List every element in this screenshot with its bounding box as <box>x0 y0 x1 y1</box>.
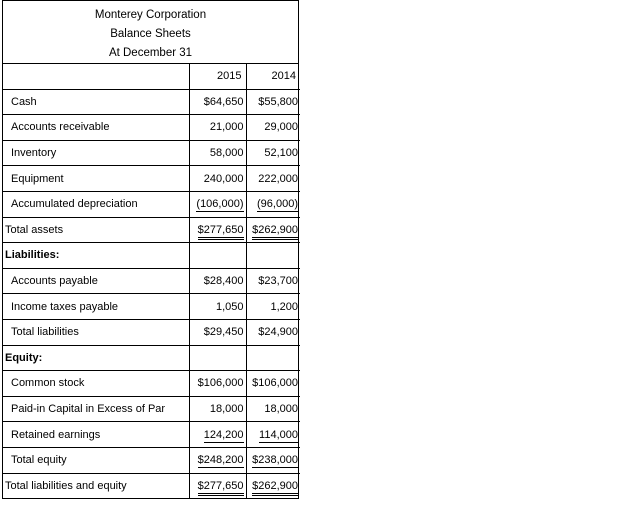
row-value-2015: $28,400 <box>189 268 246 294</box>
total-value-2015: $277,650 <box>198 224 244 240</box>
row-value-2015 <box>189 243 246 269</box>
row-value-2015: $64,650 <box>189 89 246 115</box>
row-value-2014: $23,700 <box>246 268 300 294</box>
row-label: Total equity <box>3 447 189 473</box>
statement-title: Balance Sheets <box>110 28 191 40</box>
row-label: Cash <box>3 89 189 115</box>
row-value-2015: 18,000 <box>189 396 246 422</box>
row-value-2014: $106,000 <box>246 371 300 397</box>
table-row <box>3 115 300 141</box>
row-value-2015: 1,050 <box>189 294 246 320</box>
row-value-2015: 58,000 <box>189 140 246 166</box>
year-header-row <box>3 64 300 89</box>
row-value-2014: 29,000 <box>246 115 300 141</box>
table-row <box>3 191 300 217</box>
row-value-2014: 114,000 <box>259 428 298 441</box>
section-label: Liabilities: <box>3 243 189 269</box>
table-row <box>3 422 300 448</box>
row-value-2015: 240,000 <box>189 166 246 192</box>
table-row <box>3 140 300 166</box>
table-row <box>3 447 300 473</box>
total-value-2014: $262,900 <box>252 480 298 496</box>
sheet-header <box>3 1 298 64</box>
row-value-2014 <box>246 243 300 269</box>
table-row <box>3 294 300 320</box>
section-header-row <box>3 345 300 371</box>
row-label: Inventory <box>3 140 189 166</box>
row-label: Paid-in Capital in Excess of Par <box>3 396 189 422</box>
table-row <box>3 371 300 397</box>
row-label: Retained earnings <box>3 422 189 448</box>
section-header-row <box>3 243 300 269</box>
total-value-2014: $262,900 <box>252 224 298 240</box>
table-row <box>3 89 300 115</box>
row-value-2014: 52,100 <box>246 140 300 166</box>
row-label: Accounts receivable <box>3 115 189 141</box>
label-header-cell <box>3 64 189 89</box>
row-label: Total liabilities <box>3 319 189 345</box>
row-value-2015: 124,200 <box>203 428 244 441</box>
table-row <box>3 217 300 243</box>
row-value-2014: $238,000 <box>252 454 298 467</box>
total-value-2015: $277,650 <box>198 480 244 496</box>
table-row <box>3 473 300 498</box>
table-row <box>3 396 300 422</box>
row-value-2015: $106,000 <box>189 371 246 397</box>
table-row <box>3 268 300 294</box>
year-1-header: 2015 <box>189 64 246 89</box>
row-label: Accumulated depreciation <box>3 191 189 217</box>
row-label: Income taxes payable <box>3 294 189 320</box>
row-value-2014: 18,000 <box>246 396 300 422</box>
table-row <box>3 319 300 345</box>
row-label: Common stock <box>3 371 189 397</box>
company-name: Monterey Corporation <box>94 9 207 21</box>
row-value-2015 <box>189 345 246 371</box>
row-value-2015: (106,000) <box>196 198 244 211</box>
balance-sheet <box>2 0 299 499</box>
balance-table <box>3 64 300 498</box>
row-value-2014 <box>246 345 300 371</box>
year-2-header: 2014 <box>246 64 300 89</box>
row-label: Total liabilities and equity <box>3 473 189 498</box>
row-value-2014: $24,900 <box>246 319 300 345</box>
row-value-2015: $29,450 <box>189 319 246 345</box>
row-value-2015: $248,200 <box>197 454 244 467</box>
row-label: Total assets <box>3 217 189 243</box>
row-value-2015: 21,000 <box>189 115 246 141</box>
row-value-2014: $55,800 <box>246 89 300 115</box>
row-value-2014: 222,000 <box>246 166 300 192</box>
row-label: Equipment <box>3 166 189 192</box>
section-label: Equity: <box>3 345 189 371</box>
statement-date: At December 31 <box>108 47 193 59</box>
row-value-2014: (96,000) <box>257 198 298 211</box>
row-label: Accounts payable <box>3 268 189 294</box>
table-row <box>3 166 300 192</box>
row-value-2014: 1,200 <box>246 294 300 320</box>
